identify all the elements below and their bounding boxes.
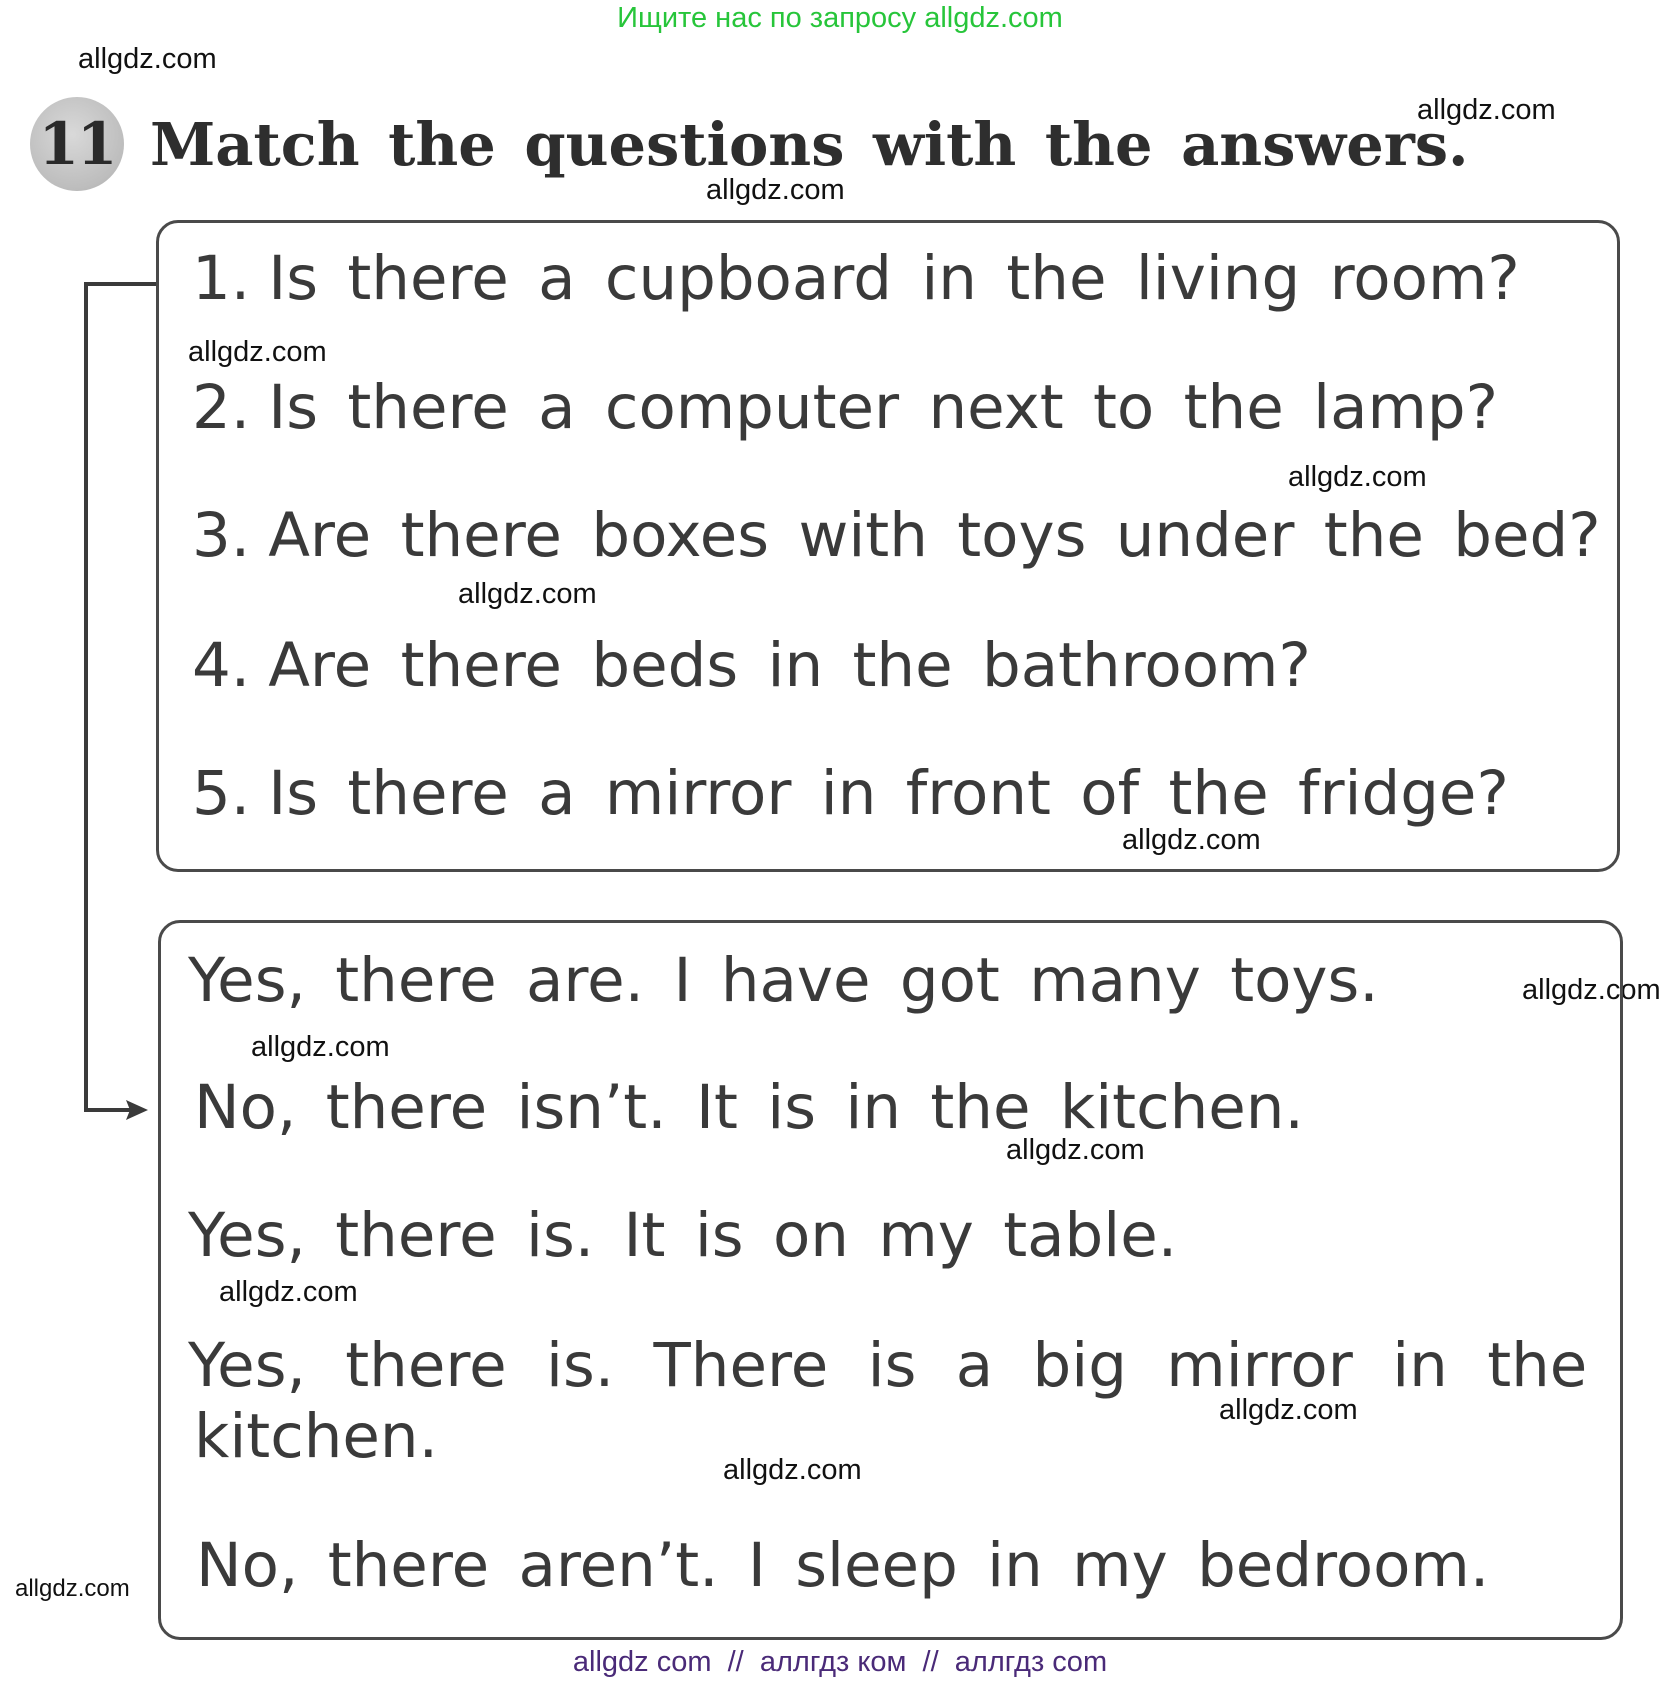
question-number: 2. bbox=[192, 372, 251, 443]
watermark: allgdz.com bbox=[219, 1276, 358, 1308]
connector-line bbox=[86, 284, 156, 1110]
watermark: allgdz.com bbox=[1006, 1134, 1145, 1166]
watermark: allgdz.com bbox=[251, 1031, 390, 1063]
question-number: 1. bbox=[192, 243, 251, 314]
question-text: Is there a computer next to the lamp? bbox=[268, 372, 1498, 443]
question-item bbox=[192, 500, 1601, 571]
question-number: 5. bbox=[192, 758, 251, 829]
watermark: allgdz.com bbox=[15, 1575, 130, 1602]
arrowhead-icon bbox=[126, 1100, 148, 1120]
answer-item: Yes, there is. It is on my table. bbox=[188, 1200, 1178, 1271]
promo-banner-top: Ищите нас по запросу allgdz.com bbox=[617, 2, 1063, 34]
watermark: allgdz.com bbox=[706, 174, 845, 206]
watermark: allgdz.com bbox=[1417, 94, 1556, 126]
answer-item: No, there isn’t. It is in the kitchen. bbox=[194, 1072, 1304, 1143]
exercise-instruction: Match the questions with the answers. bbox=[150, 110, 1469, 179]
watermark: allgdz.com bbox=[188, 336, 327, 368]
watermark: allgdz.com bbox=[1122, 824, 1261, 856]
exercise-number-badge: 11 bbox=[30, 97, 124, 191]
watermark: allgdz.com bbox=[1219, 1394, 1358, 1426]
question-text: Are there boxes with toys under the bed? bbox=[268, 500, 1601, 571]
watermark: allgdz.com bbox=[723, 1454, 862, 1486]
question-number: 4. bbox=[192, 630, 251, 701]
question-item bbox=[192, 758, 1509, 829]
watermark: allgdz.com bbox=[458, 578, 597, 610]
question-text: Are there beds in the bathroom? bbox=[268, 630, 1311, 701]
question-text: Is there a mirror in front of the fridge? bbox=[268, 758, 1509, 829]
answer-item: Yes, there is. There is a big mirror in the bbox=[188, 1330, 1588, 1401]
watermark: allgdz.com bbox=[1288, 461, 1427, 493]
promo-banner-bottom: allgdz com // аллгдз ком // аллгдз com bbox=[572, 1646, 1108, 1678]
answer-item: No, there aren’t. I sleep in my bedroom. bbox=[196, 1530, 1490, 1601]
answer-item: Yes, there are. I have got many toys. bbox=[188, 945, 1379, 1016]
question-item bbox=[192, 243, 1520, 314]
question-item bbox=[192, 372, 1498, 443]
answer-item-continuation: kitchen. bbox=[194, 1401, 438, 1472]
question-number: 3. bbox=[192, 500, 251, 571]
watermark: allgdz.com bbox=[1522, 974, 1661, 1006]
watermark: allgdz.com bbox=[78, 43, 217, 75]
question-item bbox=[192, 630, 1311, 701]
question-text: Is there a cupboard in the living room? bbox=[268, 243, 1520, 314]
